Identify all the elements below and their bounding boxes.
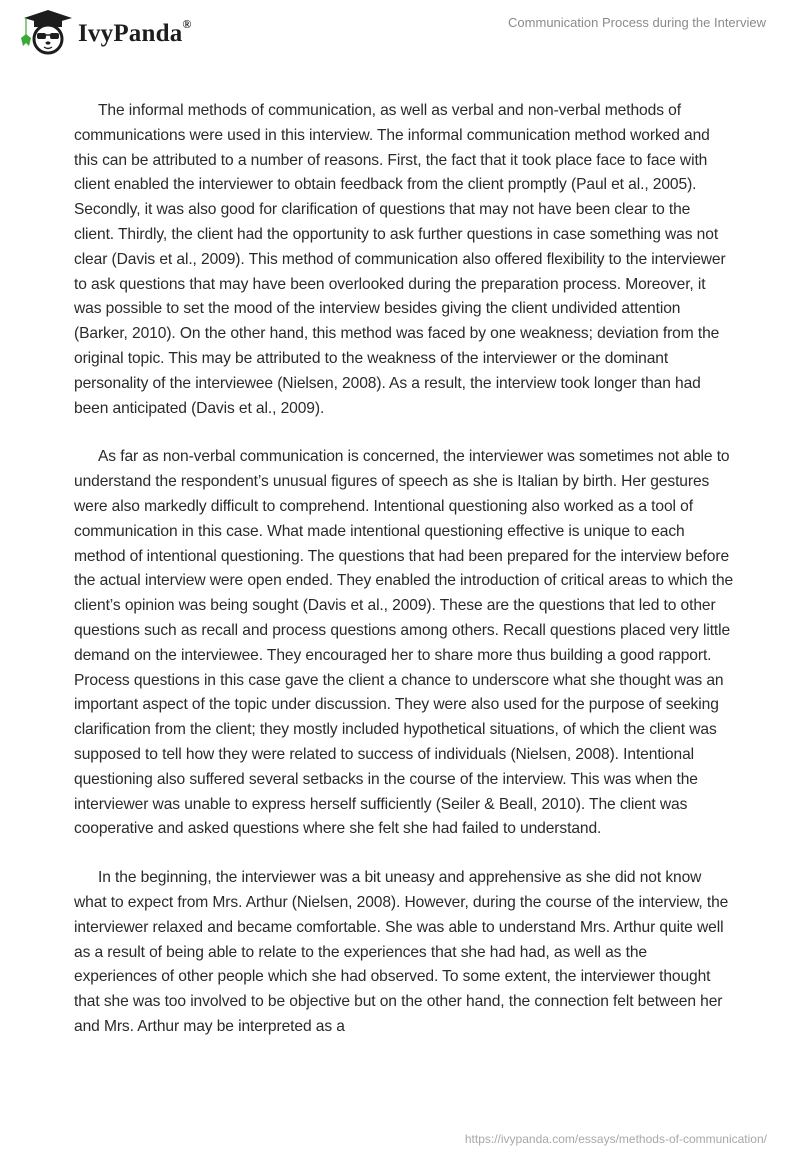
page-header: [0, 0, 800, 60]
document-running-title: Communication Process during the Interview: [508, 15, 766, 30]
paragraph: In the beginning, the interviewer was a bit uneasy and apprehensive as she did not know what to expect from Mrs. Arthur (Nielsen, 2008). However, during the course of the interview, the interviewer relaxed and became comfortable. She was able to understand Mrs. Arthur quite well as a result of being able to relate to the experiences that she had had, as well as the experiences of other people which she had observed. To some extent, the interviewer thought that she was too involved to be objective but on the other hand, the connection felt between her and Mrs. Arthur may be interpreted as a: [74, 869, 729, 1035]
ivypanda-logo[interactable]: [18, 8, 192, 56]
registered-mark: ®: [182, 16, 192, 31]
source-url-link[interactable]: https://ivypanda.com/essays/methods-of-communication/: [464, 1132, 767, 1146]
paragraph: As far as non-verbal communication is concerned, the interviewer was sometimes not able to understand the respondent’s unusual figures of speech as she is Italian by birth. Her gestures were also markedly difficult to comprehend. Intentional questioning also worked as a tool of communication in this case. What made intentional questioning effective is unique to each method of intentional questioning. The questions that had been prepared for the interview before the actual interview were open ended. They enabled the introduction of critical areas to which the client’s opinion was being sought (Davis et al., 2009). These are the questions that led to other questions such as recall and process questions among others. Recall questions placed very little demand on the interviewee. They encouraged her to share more thus building a good rapport. Process questions in this case gave the client a chance to underscore what she thought was an important aspect of the topic under discussion. They were also used for the purpose of seeking clarification from the client; they mostly included hypothetical situations, of which the client was supposed to tell how they were related to success of individuals (Nielsen, 2008). Intentional questioning also suffered several setbacks in the course of the interview. This was when the interviewer was unable to express herself sufficiently (Seiler & Beall, 2010). The client was cooperative and asked questions where she felt she had failed to understand.: [74, 448, 734, 838]
brand-name: [78, 16, 192, 48]
brand-name-text: IvyPanda: [78, 20, 183, 47]
essay-body: [74, 99, 734, 1064]
panda-graduate-logo-icon: [18, 8, 74, 56]
paragraph: The informal methods of communication, as well as verbal and non-verbal methods of communications were used in this interview. The informal communication method worked and this can be attributed to a number of reasons. First, the fact that it took place face to face with client enabled the interviewer to obtain feedback from the client promptly (Paul et al., 2005). Secondly, it was also good for clarification of questions that may not have been clear to the client. Thirdly, the client had the opportunity to ask further questions in case something was not clear (Davis et al., 2009). This method of communication also offered flexibility to the interviewer to ask questions that may have been overlooked during the preparation process. Moreover, it was possible to set the mood of the interview besides giving the client undivided attention (Barker, 2010). On the other hand, this method was faced by one weakness; deviation from the original topic. This may be attributed to the weakness of the interviewer or the dominant personality of the interviewee (Nielsen, 2008). As a result, the interview took longer than had been anticipated (Davis et al., 2009).: [74, 102, 726, 417]
